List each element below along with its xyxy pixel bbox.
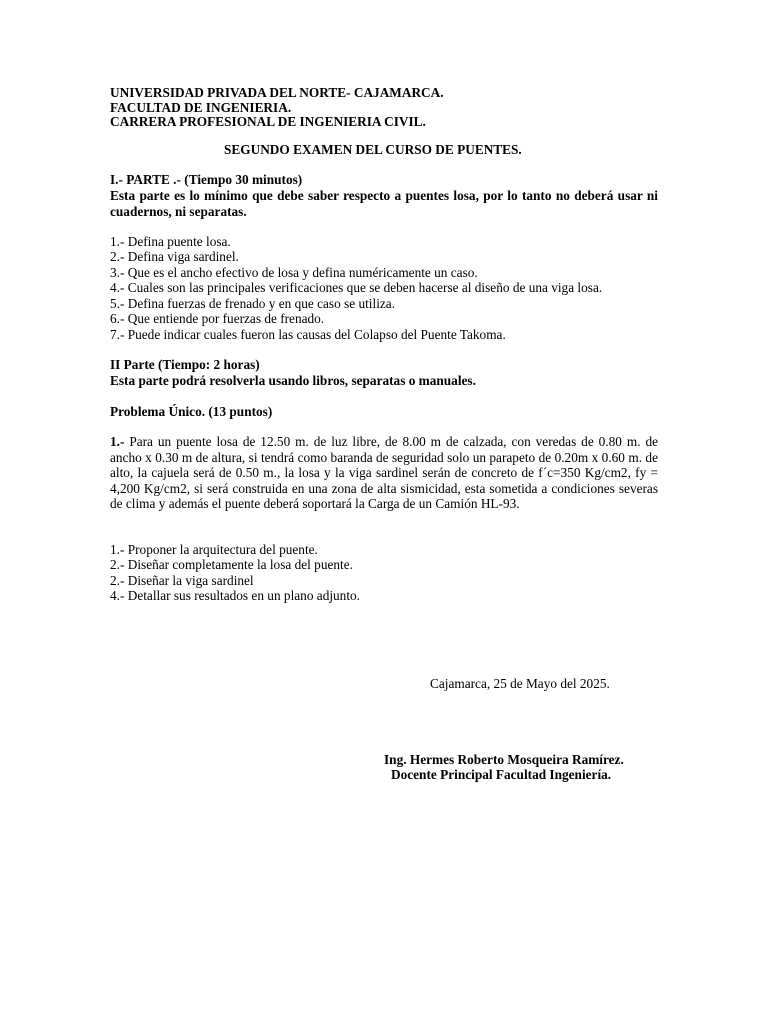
part2-heading: II Parte (Tiempo: 2 horas) [110, 357, 260, 372]
part1-intro: Esta parte es lo mínimo que debe saber respecto a puentes losa, por lo tanto no deberá usar ni cuadernos, ni separatas. [110, 188, 658, 219]
task-2: 2.- Diseñar completamente la losa del puente. [110, 557, 353, 572]
place-date: Cajamarca, 25 de Mayo del 2025. [430, 676, 610, 691]
question-7: 7.- Puede indicar cuales fueron las causas del Colapso del Puente Takoma. [110, 327, 506, 342]
question-5: 5.- Defina fuerzas de frenado y en que caso se utiliza. [110, 296, 396, 311]
problem-heading: Problema Único. (13 puntos) [110, 404, 273, 419]
exam-title: SEGUNDO EXAMEN DEL CURSO DE PUENTES. [224, 142, 522, 157]
question-6: 6.- Que entiende por fuerzas de frenado. [110, 311, 325, 326]
signer-name: Ing. Hermes Roberto Mosqueira Ramírez. [384, 752, 624, 767]
question-4: 4.- Cuales son las principales verificaciones que se deben hacerse al diseño de una viga losa. [110, 280, 603, 295]
part1-heading: I.- PARTE .- (Tiempo 30 minutos) [110, 172, 303, 187]
faculty-name: FACULTAD DE INGENIERIA. [110, 100, 292, 115]
problem-number: 1.- [110, 434, 125, 449]
part2-intro: Esta parte podrá resolverla usando libros, separatas o manuales. [110, 373, 476, 388]
problem-statement [110, 434, 658, 512]
task-4: 4.- Detallar sus resultados en un plano adjunto. [110, 588, 360, 603]
problem-text: Para un puente losa de 12.50 m. de luz libre, de 8.00 m de calzada, con veredas de 0.80 m. de ancho x 0.30 m de altura, si tendrá como baranda de seguridad solo un parapeto de 0.20m x 0.60 m. de alto, la cajuela será de 0.50 m., la losa y la viga sardinel serán de concreto de f´c=350 Kg/cm2, fy = 4,200 Kg/cm2, si será construida en una zona de alta sismicidad, esta sometida a condiciones severas de clima y además el puente deberá soportará la Carga de un Camión HL-93. [110, 434, 658, 511]
question-3: 3.- Que es el ancho efectivo de losa y defina numéricamente un caso. [110, 265, 478, 280]
signer-title: Docente Principal Facultad Ingeniería. [391, 767, 612, 782]
university-name: UNIVERSIDAD PRIVADA DEL NORTE- CAJAMARCA. [110, 85, 444, 100]
task-3: 2.- Diseñar la viga sardinel [110, 573, 254, 588]
question-1: 1.- Defina puente losa. [110, 234, 231, 249]
question-2: 2.- Defina viga sardinel. [110, 249, 239, 264]
task-1: 1.- Proponer la arquitectura del puente. [110, 542, 318, 557]
career-name: CARRERA PROFESIONAL DE INGENIERIA CIVIL. [110, 114, 426, 129]
